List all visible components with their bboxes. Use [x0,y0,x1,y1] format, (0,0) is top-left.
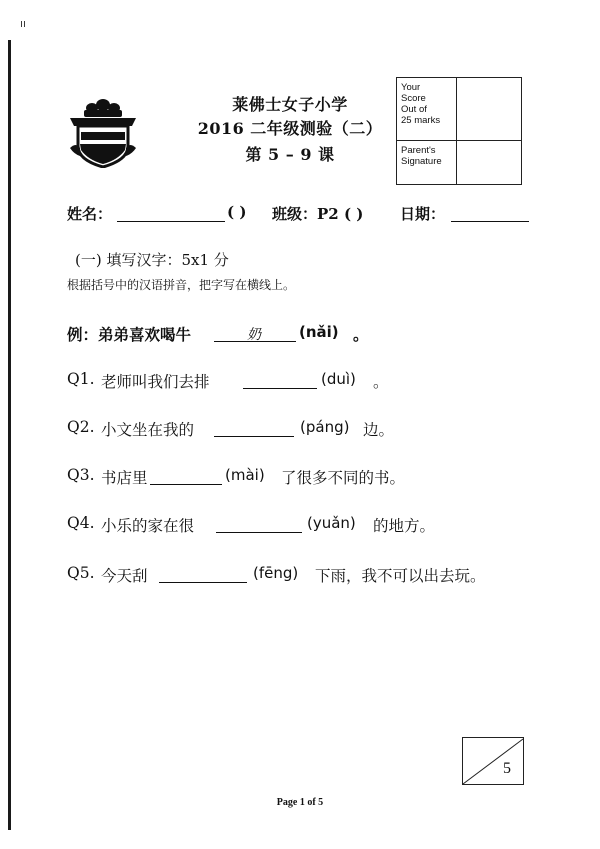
question-text-before: 今天刮 [101,567,148,585]
answer-blank[interactable] [243,372,317,389]
exam-title: 2016 二年级测验（二） [197,119,383,138]
question-text-before: 小乐的家在很 [101,517,195,535]
example-answer: 奶 [247,327,261,343]
score-label: Your Score Out of 25 marks [397,78,457,140]
school-name: 莱佛士女子小学 [232,95,348,114]
question-text-after: 了很多不同的书。 [281,469,406,487]
signature-field[interactable] [457,141,521,184]
page-number: Page 1 of 5 [276,797,324,808]
question-text-before: 小文坐在我的 [101,421,195,439]
question-number: Q5. [67,564,95,582]
section-heading: (一) 填写汉字：5x1 分 [75,251,229,269]
question-number: Q1. [67,370,95,388]
question-number: Q4. [67,514,95,532]
section-instruction: 根据括号中的汉语拼音，把字写在横线上。 [67,278,296,292]
answer-blank[interactable] [214,420,294,437]
question-number: Q3. [67,466,95,484]
name-field[interactable] [117,205,225,222]
question-text-before: 书店里 [101,469,148,487]
example-pinyin: (nǎi) [299,323,339,341]
question-number: Q2. [67,418,95,436]
student-info-line [67,203,537,227]
register-number-paren: ( ) [227,203,247,221]
question-pinyin: (fēng) [253,564,299,582]
score-divider-line [463,738,525,786]
score-row [397,78,521,141]
answer-blank[interactable] [159,566,247,583]
date-field[interactable] [451,205,529,222]
score-table [396,77,522,185]
corner-mark: ıı [20,18,27,30]
school-crest-icon [68,96,138,168]
class-label: 班级：P2 ( ) [272,205,364,223]
question-text-after: 的地方。 [373,517,436,535]
answer-blank[interactable] [150,468,222,485]
question-text-after: 下雨，我不可以出去玩。 [315,567,486,585]
question-text-after: 。 [373,373,389,391]
question-pinyin: (páng) [300,418,350,436]
section-score-box[interactable] [462,737,524,785]
lesson-range: 第 5 – 9 课 [245,145,335,164]
example-prefix: 例：弟弟喜欢喝牛 [67,325,192,344]
name-label: 姓名： [67,205,113,223]
signature-row [397,141,521,184]
date-label: 日期： [400,205,446,223]
answer-blank[interactable] [216,516,302,533]
question-text-before: 老师叫我们去排 [101,373,210,391]
signature-label: Parent's Signature [397,141,457,184]
section-total-marks: 5 [503,760,511,777]
question-pinyin: (duì) [321,370,356,388]
question-pinyin: (mài) [225,466,265,484]
score-field[interactable] [457,78,521,140]
scan-edge-border [8,40,11,830]
example-suffix: 。 [353,325,369,344]
question-text-after: 边。 [363,421,395,439]
question-pinyin: (yuǎn) [307,514,356,532]
